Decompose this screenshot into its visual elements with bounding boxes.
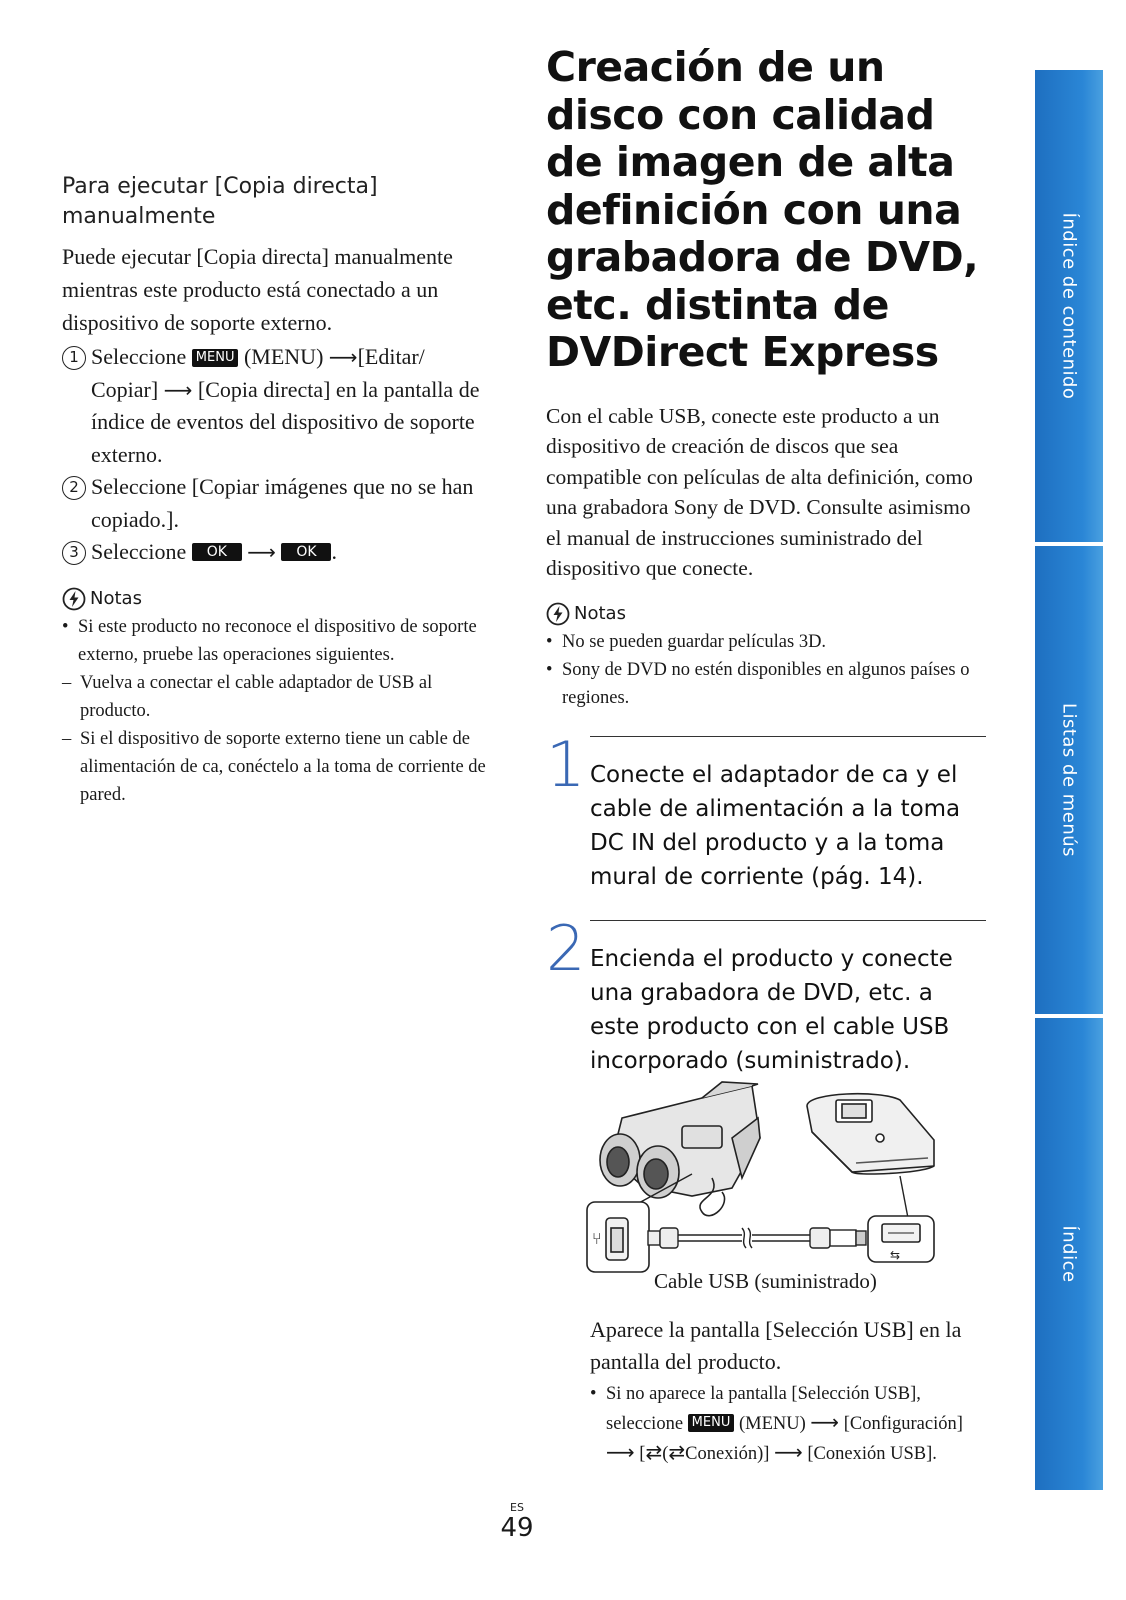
notes-list [546, 628, 986, 712]
section-subheading: Para ejecutar [Copia directa] manualmente [62, 174, 378, 229]
svg-text:⑂: ⑂ [592, 1229, 602, 1248]
arrow-right-icon: ⟶ [163, 377, 193, 402]
step-text: (MENU) [243, 344, 324, 369]
arrow-right-icon: ⟶ [328, 345, 358, 369]
step-text: Seleccione [Copiar imágenes que no se han copiado.]. [91, 474, 474, 532]
tab-label: Índice [1058, 1225, 1080, 1283]
svg-text:⇆: ⇆ [890, 1248, 901, 1262]
right-column [546, 44, 986, 1110]
step-divider [590, 736, 986, 737]
usb-port-camera [587, 1202, 649, 1272]
callout-line [900, 1176, 908, 1218]
note-item: • Sony de DVD no estén disponibles en algunos países o regiones. [546, 656, 976, 712]
menu-button-icon: MENU [688, 1414, 735, 1432]
step-number: 2 [62, 476, 86, 500]
dvd-writer-icon [807, 1094, 934, 1174]
tip-text: Conexión)] [685, 1444, 770, 1464]
left-intro: Puede ejecutar [Copia directa] manualmente mientras este producto está conectado a un dispositivo de soporte externo. [62, 244, 453, 335]
page-title: Creación de un disco con calidad de imagen de alta definición con una grabadora de DVD, etc. distinta de DVDirect Express [546, 43, 979, 376]
arrow-right-icon: ⟶ [810, 1410, 840, 1434]
page-number-value: 49 [500, 1513, 534, 1543]
tip-text: [ [639, 1444, 646, 1464]
figure-caption: Cable USB (suministrado) [654, 1269, 877, 1293]
step-number: 1 [62, 346, 86, 370]
arrow-right-icon: ⟶ [774, 1440, 803, 1464]
step-text: Seleccione [91, 344, 187, 369]
step-text: [Copia directa] en la pantalla de índice de eventos del dispositivo de soporte externo. [91, 376, 480, 467]
usb-port-writer [868, 1216, 934, 1262]
tip-text: [Configuración] [843, 1414, 963, 1434]
page-number [500, 1502, 534, 1542]
tip-text: [Conexión USB]. [807, 1444, 937, 1464]
after-figure-text: Aparece la pantalla [Selección USB] en la pantalla del producto. [590, 1317, 962, 1374]
connection-illustration [582, 1078, 942, 1278]
tip-text: Si no aparece la pantalla [Selección USB], seleccione [606, 1384, 921, 1434]
notes-heading [546, 602, 986, 626]
step-3 [62, 536, 492, 569]
arrow-right-icon: ⟶ [247, 540, 276, 564]
sub-note-item: – Vuelva a conectar el cable adaptador de USB al producto. [62, 669, 492, 725]
sub-note-item: – Si el dispositivo de soporte externo tiene un cable de alimentación de ca, conéctelo a la toma de corriente de pared. [62, 725, 492, 809]
step-text: Seleccione [91, 539, 187, 564]
tab-table-of-contents[interactable] [1035, 70, 1103, 542]
connection-icon: ⇄ [645, 1440, 663, 1464]
tip-list [590, 1380, 982, 1468]
step-divider [590, 920, 986, 921]
sub-notes-list [62, 669, 492, 809]
note-item: • No se pueden guardar películas 3D. [546, 628, 976, 656]
step-text: [Editar/ Copiar] [91, 344, 425, 402]
tip-text: ( [662, 1444, 669, 1464]
camera-icon [600, 1082, 760, 1216]
step-1 [62, 341, 492, 471]
after-figure-block [590, 1314, 982, 1468]
left-column [62, 172, 492, 809]
tab-index[interactable] [1035, 1018, 1103, 1490]
right-intro: Con el cable USB, conecte este producto a un dispositivo de creación de discos que sea compatible con películas de alta definición, como una grabadora Sony de DVD. Consulte asimismo el manual de instrucciones suministrado del dispositivo que conecte. [546, 403, 973, 580]
connection-icon: ⇄ [668, 1440, 686, 1464]
tab-label: Índice de contenido [1058, 212, 1080, 400]
step-text: . [331, 539, 337, 564]
step-2 [62, 471, 492, 536]
step-text: Conecte el adaptador de ca y el cable de alimentación a la toma DC IN del producto y a la toma mural de corriente (pág. 14). [590, 761, 961, 890]
tip-item [590, 1380, 982, 1468]
step-number: 2 [546, 911, 586, 985]
usb-cable-icon [648, 1228, 866, 1248]
notes-icon [546, 602, 570, 626]
notes-icon [62, 587, 86, 611]
notes-label: Notas [90, 588, 142, 609]
big-step-1 [546, 727, 986, 920]
arrow-right-icon: ⟶ [606, 1440, 635, 1464]
notes-list [62, 613, 492, 669]
step-number: 3 [62, 541, 86, 565]
step-number: 1 [546, 727, 586, 801]
notes-label: Notas [574, 603, 626, 624]
left-steps [62, 341, 492, 569]
note-item: • Si este producto no reconoce el dispositivo de soporte externo, pruebe las operaciones siguientes. [62, 613, 492, 669]
tab-menu-lists[interactable] [1035, 546, 1103, 1014]
step-text: Encienda el producto y conecte una grabadora de DVD, etc. a este producto con el cable USB incorporado (suministrado). [590, 945, 953, 1074]
right-notes [546, 602, 986, 712]
tab-label: Listas de menús [1058, 702, 1080, 858]
ok-button-icon: OK [192, 543, 242, 561]
menu-button-icon: MENU [192, 349, 239, 367]
notes-heading [62, 587, 492, 611]
ok-button-icon: OK [281, 543, 331, 561]
tip-text: (MENU) [738, 1414, 806, 1434]
language-code: ES [510, 1501, 524, 1514]
left-notes [62, 587, 492, 809]
